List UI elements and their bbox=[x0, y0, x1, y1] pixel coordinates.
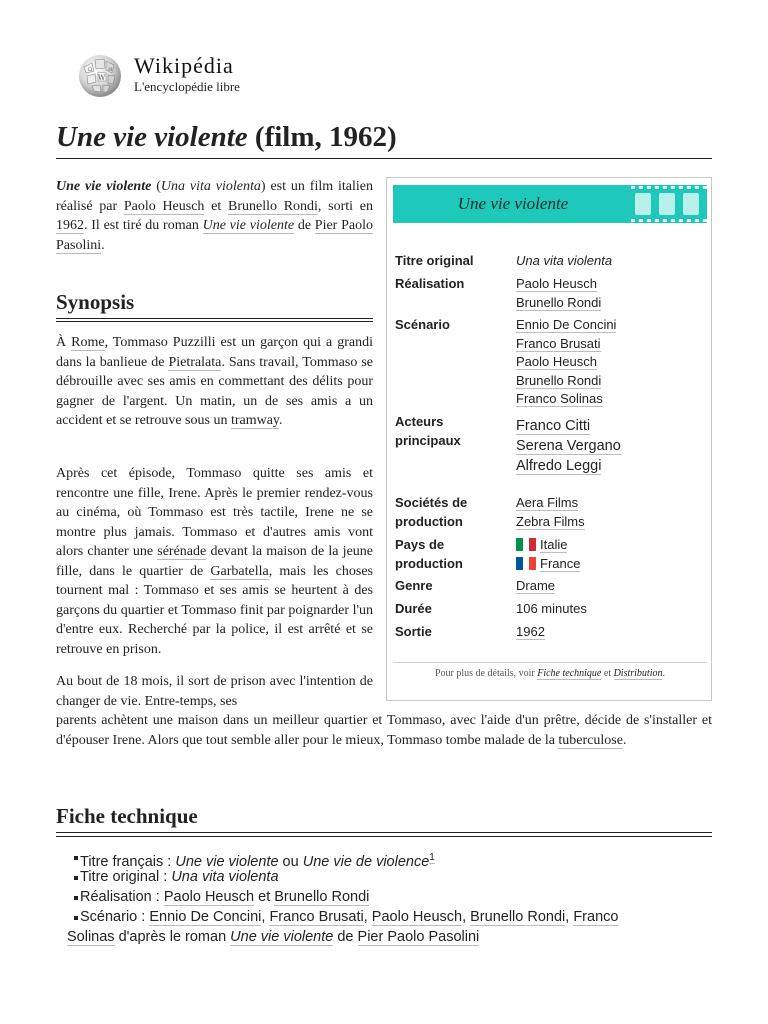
infobox-link-drame[interactable]: Drame bbox=[516, 578, 556, 593]
svg-text:Ω: Ω bbox=[88, 67, 93, 73]
fiche-technique-heading: Fiche technique bbox=[56, 804, 198, 828]
fiche-link-paolo-heusch[interactable]: Paolo Heusch bbox=[163, 889, 255, 905]
infobox-link-ennio-de-concini[interactable]: Ennio De Concini bbox=[516, 317, 617, 332]
footnote-ref-1[interactable]: 1 bbox=[429, 852, 435, 863]
infobox-link-paolo-heusch-2[interactable]: Paolo Heusch bbox=[516, 354, 597, 369]
film-infobox: Une vie violente Titre original Una vita violenta Réalisation Paolo Heusch Brunello Rondi Scénario Ennio De Concini Franco Brusati Paolo Heusch Brunello Rondi Franco Solinas Acteurs principaux Franco Citti Serena Vergano Alfredo Leggi Sociétés de production Aera Films Zebra Films Pays de production Italie France Genre Drame Durée 106 minutes Sortie 1962 Pour plus de détails, voir Fiche technique et Distribution. bbox=[386, 177, 712, 701]
link-rome[interactable]: Rome bbox=[71, 335, 105, 350]
infobox-banner bbox=[393, 185, 707, 223]
synopsis-rule-2 bbox=[56, 321, 373, 322]
site-wordmark[interactable] bbox=[134, 55, 240, 95]
fiche-link-novel[interactable]: Une vie violente bbox=[230, 928, 334, 945]
italy-flag-icon bbox=[516, 538, 536, 551]
infobox-link-italie[interactable]: Italie bbox=[540, 537, 568, 552]
infobox-link-france[interactable]: France bbox=[540, 555, 581, 571]
link-1962[interactable]: 1962 bbox=[56, 218, 84, 233]
fiche-link-franco-solinas-cont[interactable]: Solinas bbox=[67, 928, 115, 945]
fiche-item-scenario: Scénario : Ennio De Concini, Franco Brusati, Paolo Heusch, Brunello Rondi, Franco Solinas d'après le roman Une vie violente de Pier Paolo Pasolini bbox=[80, 908, 712, 947]
infobox-link-serena-vergano[interactable]: Serena Vergano bbox=[516, 438, 621, 454]
fiche-link-pasolini[interactable]: Pier Paolo Pasolini bbox=[357, 928, 480, 945]
site-tagline: L'encyclopédie libre bbox=[134, 79, 240, 94]
fiche-item-titre-original: Titre original : Una vita violenta bbox=[80, 868, 712, 888]
infobox-link-zebra-films[interactable]: Zebra Films bbox=[516, 513, 585, 529]
svg-text:W: W bbox=[98, 74, 106, 82]
link-serenade[interactable]: sérénade bbox=[157, 544, 207, 559]
synopsis-heading: Synopsis bbox=[56, 290, 135, 314]
svg-text:И: И bbox=[108, 67, 113, 73]
fiche-link-ennio-de-concini[interactable]: Ennio De Concini bbox=[149, 909, 262, 925]
infobox-link-aera-films[interactable]: Aera Films bbox=[516, 495, 579, 510]
infobox-link-paolo-heusch[interactable]: Paolo Heusch bbox=[516, 276, 597, 291]
link-tuberculose[interactable]: tuberculose bbox=[558, 732, 623, 748]
synopsis-paragraph-3-part-2: parents achètent une maison dans un meilleur quartier et Tommaso, avec l'aide d'un prêtre, décide de s'installer et d'épouser Irene. Alors que tout semble aller pour le mieux, Tommaso tombe malade de la tuberculose. bbox=[56, 713, 712, 748]
fiche-link-franco-brusati[interactable]: Franco Brusati bbox=[269, 909, 364, 925]
infobox-link-brunello-rondi-2[interactable]: Brunello Rondi bbox=[516, 372, 602, 388]
fiche-rule-1 bbox=[56, 832, 712, 833]
fiche-link-franco-solinas[interactable]: Franco bbox=[573, 909, 619, 925]
film-strip-decoration bbox=[631, 185, 707, 223]
fiche-link-paolo-heusch-2[interactable]: Paolo Heusch bbox=[371, 909, 463, 925]
infobox-link-franco-citti[interactable]: Franco Citti bbox=[516, 418, 591, 434]
title-rule bbox=[56, 158, 712, 159]
link-tramway[interactable]: tramway bbox=[230, 413, 280, 428]
synopsis-rule-1 bbox=[56, 318, 373, 319]
france-flag-icon bbox=[516, 557, 536, 570]
infobox-link-franco-solinas[interactable]: Franco Solinas bbox=[516, 391, 603, 406]
synopsis-paragraph-2: Après cet épisode, Tommaso quitte ses amis et rencontre une fille, Irene. Après le premier rendez-vous au cinéma, où Tommaso est très tactile, Irene ne se montre plus jamais. Tommaso et d'autres amis vont alors chanter une sérénade devant la maison de la jeune fille, dans le quartier de Garbatella, mais les choses tournent mal : Tommaso et ses amis se heurtent à des garçons du quartier et Tommaso finit par poignarder l'un d'entre eux. Recherché par la police, il est arrêté et se retrouve en prison. bbox=[56, 466, 374, 657]
link-brunello-rondi[interactable]: Brunello Rondi bbox=[227, 198, 318, 214]
link-pietralata[interactable]: Pietralata bbox=[168, 354, 222, 370]
link-garbatella[interactable]: Garbatella bbox=[210, 563, 269, 579]
lead-paragraph: Une vie violente (Una vita violenta) est un film italien réalisé par Paolo Heusch et Brunello Rondi, sorti en 1962. Il est tiré du roman Une vie violente de Pier Paolo Pasolini. bbox=[56, 179, 374, 253]
infobox-link-franco-brusati[interactable]: Franco Brusati bbox=[516, 335, 601, 351]
link-pasolini[interactable]: Pier Paolo Pasolini bbox=[56, 218, 373, 253]
fiche-item-titre-francais: Titre français : Une vie violente ou Une vie de violence$^1$ bbox=[80, 848, 712, 872]
fiche-item-realisation: Réalisation : Paolo Heusch et Brunello Rondi bbox=[80, 888, 712, 908]
link-paolo-heusch[interactable]: Paolo Heusch bbox=[123, 198, 205, 214]
infobox-link-fiche-technique[interactable]: Fiche technique bbox=[537, 668, 602, 679]
infobox-link-distribution[interactable]: Distribution bbox=[613, 668, 663, 679]
page-title: Une vie violente (film, 1962) bbox=[56, 121, 397, 153]
infobox-title: Une vie violente bbox=[457, 194, 569, 213]
fiche-link-brunello-rondi-2[interactable]: Brunello Rondi bbox=[470, 909, 566, 925]
infobox-footer: Pour plus de détails, voir Fiche technique et Distribution. bbox=[435, 668, 665, 679]
wikipedia-globe-logo[interactable] bbox=[74, 51, 126, 99]
link-novel[interactable]: Une vie violente bbox=[202, 218, 295, 233]
synopsis-paragraph-3-part-1: Au bout de 18 mois, il sort de prison avec l'intention de changer de vie. Entre-temps, ses bbox=[56, 674, 373, 709]
infobox-link-brunello-rondi[interactable]: Brunello Rondi bbox=[516, 294, 602, 310]
infobox-separator bbox=[393, 662, 707, 663]
fiche-rule-2 bbox=[56, 836, 712, 837]
site-name: Wikipédia bbox=[134, 53, 234, 78]
infobox-link-alfredo-leggi[interactable]: Alfredo Leggi bbox=[516, 458, 602, 474]
fiche-link-brunello-rondi[interactable]: Brunello Rondi bbox=[274, 889, 370, 905]
infobox-link-1962[interactable]: 1962 bbox=[516, 624, 545, 639]
synopsis-paragraph-1: À Rome, Tommaso Puzzilli est un garçon qui a grandi dans la banlieue de Pietralata. Sans travail, Tommaso se débrouille avec ses amis en commettant des délits pour gagner de l'argent. Un matin, un de ses amis a un accident et se retrouve sous un tramway. bbox=[56, 335, 373, 428]
